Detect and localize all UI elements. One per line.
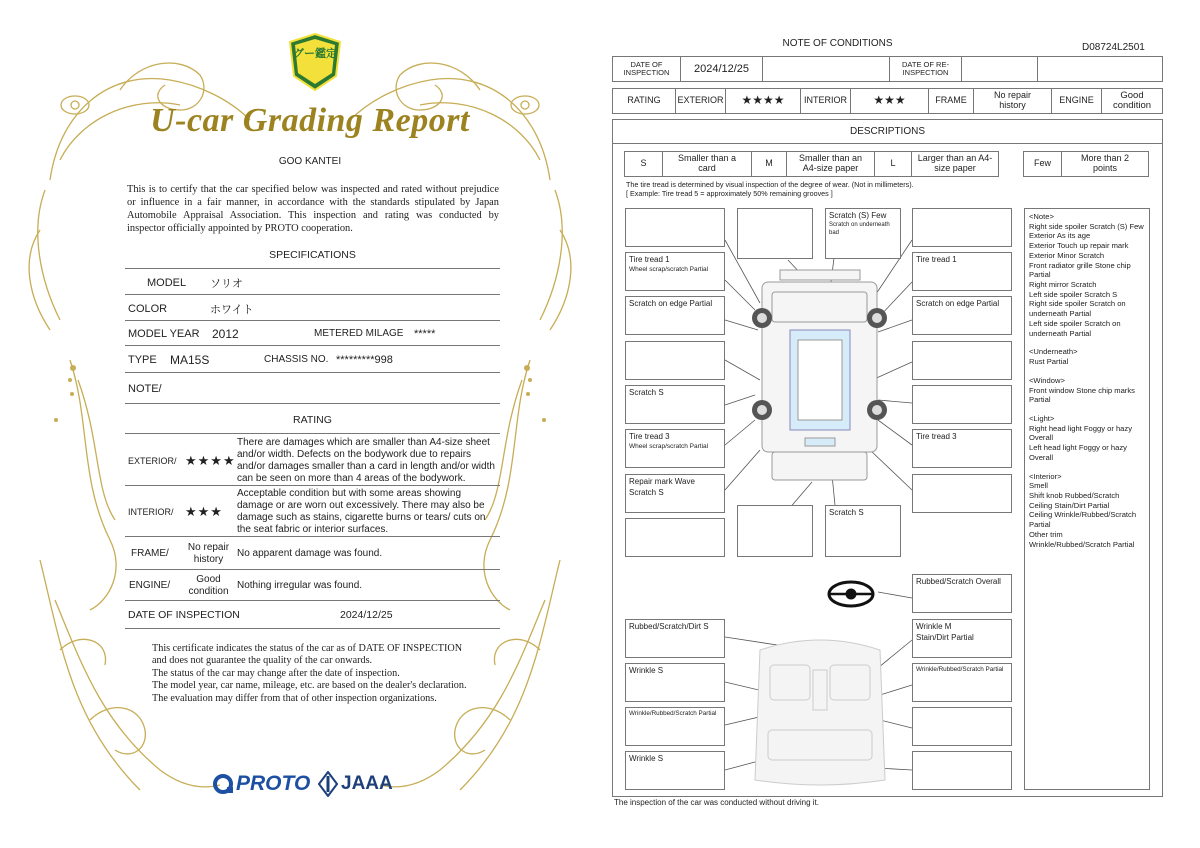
spec-year-row [125,322,500,346]
interior-label: INTERIOR [801,89,851,113]
year-label: MODEL YEAR [128,327,200,340]
rating-engine-row [125,571,500,601]
note-box [825,208,901,259]
note-box [912,252,1012,291]
descriptions-heading: DESCRIPTIONS [612,119,1163,144]
note-box [912,474,1012,513]
note-box [912,663,1012,702]
note-line: Right head light Foggy or hazy Overall [1029,423,1132,443]
box-title: Repair mark Wave [629,477,695,486]
box-title: Wrinkle/Rubbed/Scratch Partial [629,710,717,717]
engine-desc: Nothing irregular was found. [237,580,363,591]
note-line: Left side spoiler Scratch on underneath Partial [1029,318,1121,338]
footer-line: This certificate indicates the status of the car as of DATE OF INSPECTION and does not guarantee the quality of the car onwards. [152,643,463,667]
frame-desc: No apparent damage was found. [237,548,383,559]
interior-label: INTERIOR/ [128,506,174,517]
certificate-footer [152,643,472,705]
engine-value: Good condition [1112,89,1152,111]
proto-logo [212,770,310,798]
note-box [625,707,725,746]
legend-l-desc: Larger than an A4-size paper [917,153,993,173]
legend-few-desc: More than 2 points [1080,153,1130,173]
note-line: Smell [1029,481,1048,491]
note-line: <Underneath> [1029,347,1078,357]
legend-s: S [625,152,663,176]
milage-value: ***** [414,327,436,340]
note-line: Left side spoiler Scratch S [1029,289,1118,299]
rating-exterior-row [125,436,500,486]
date-label: DATE OF INSPECTION [128,609,240,621]
box-title: Scratch S [829,508,864,517]
date-of-inspection-value: 2024/12/25 [681,57,763,81]
spec-model-row [125,272,500,295]
note-box [625,296,725,335]
note-line: Ceiling Stain/Dirt Partial [1029,500,1110,510]
note-box [625,385,725,424]
note-line: <Light> [1029,413,1055,423]
note-box [625,208,725,247]
box-title: Wrinkle M [916,622,952,631]
note-box [625,619,725,658]
exterior-stars: ★★★★ [185,452,236,468]
note-footer: The inspection of the car was conducted without driving it. [614,798,819,807]
note-line: Front radiator grille Stone chip Partial [1029,260,1131,280]
engine-label: ENGINE [1052,89,1102,113]
goo-kantei-logo [287,32,343,92]
steering-wheel-icon [829,582,873,606]
note-line: <Interior> [1029,471,1062,481]
box-title: Scratch (S) Few [829,211,887,220]
date-value: 2024/12/25 [340,609,393,621]
type-value: MA15S [170,352,210,367]
certificate-intro: This is to certify that the car specified below was inspected and rated without prejudice or influence in a fair manner, in accordance with the standards stipulated by Japan Automobile Appraisal Association. This inspection and rating was conducted by inspector officially appointed by PROTO cooperation. [127,184,499,234]
note-line: <Window> [1029,375,1065,385]
legend-m: M [752,152,787,176]
note-line: Left head light Foggy or hazy Overall [1029,443,1127,462]
note-box [825,505,901,557]
box-title: Rubbed/Scratch/Dirt S [629,622,709,631]
car-top-diagram [762,270,877,480]
box-title: Tire tread 1 [916,255,957,264]
box-title: Scratch S [629,488,664,497]
note-box [737,208,813,259]
box-title: Tire tread 1 [629,255,670,264]
exterior-stars: ★★★★ [726,89,801,113]
reinspection-label: DATE OF RE-INSPECTION [890,57,962,81]
box-title: Tire tread 3 [916,432,957,441]
note-box [912,574,1012,613]
note-box [912,208,1012,247]
box-sub: Scratch on underneath bad [829,222,890,236]
footer-line: The evaluation may differ from that of other inspection organizations. [152,692,437,704]
divider [125,268,500,269]
frame-value: No repair history [187,542,230,565]
note-box [625,252,725,291]
spec-type-row [125,347,500,373]
note-box [912,385,1012,424]
note-spacer [1029,338,1145,347]
box-sub: Wheel scrap/scratch Partial [629,443,709,450]
legend-l: L [875,152,912,176]
color-label: COLOR [128,302,168,315]
note-line: Right mirror Scratch [1029,280,1097,290]
note-line: Right side spoiler Scratch on underneath Partial [1029,299,1126,319]
note-box [912,296,1012,335]
note-line: Exterior Minor Scratch [1029,250,1105,260]
box-title: Scratch on edge Partial [629,299,713,308]
jaaa-logo-text: JAAA [341,773,393,794]
date-of-inspection-row [125,602,500,629]
note-box [625,429,725,468]
year-value: 2012 [212,326,239,341]
note-box [912,429,1012,468]
frame-value: No repair history [974,89,1052,113]
note-spacer [1029,367,1145,376]
spec-note-row [125,374,500,404]
proto-logo-text: PROTO [236,772,311,795]
jaaa-logo [318,770,393,798]
box-title: Wrinkle S [629,754,664,763]
jaaa-icon [318,771,338,797]
box-title: Stain/Dirt Partial [916,633,974,642]
engine-value: Good condition [188,574,229,597]
legend-s-desc: Smaller than a card [663,152,752,176]
exterior-label: EXTERIOR [676,89,726,113]
car-interior-diagram [755,640,885,785]
interior-stars: ★★★ [185,503,223,519]
tire-tread-example: [ Example: Tire tread 5 = approximately 50% remaining grooves ] [626,189,833,198]
report-subtitle: GOO KANTEI [278,156,342,167]
proto-icon [212,773,234,795]
chassis-value: *********998 [336,353,393,366]
note-label: NOTE/ [128,382,162,395]
note-line: Rust Partial [1029,357,1069,367]
milage-label: METERED MILAGE [314,328,404,339]
note-line: Right side spoiler Scratch (S) Few [1029,221,1144,231]
document-id: D08724L2501 [1082,42,1145,53]
report-title: U-car Grading Report [150,102,470,139]
chassis-label: CHASSIS NO. [264,354,329,365]
note-line: <Note> [1029,212,1054,221]
interior-stars: ★★★ [851,89,929,113]
rating-label: RATING [613,89,676,113]
box-title: Scratch on edge Partial [916,299,1000,308]
note-box [912,751,1012,790]
note-box [912,619,1012,658]
rating-heading: RATING [293,414,332,426]
legend-m-desc: Smaller than an A4-size paper [787,152,875,176]
note-box [625,518,725,557]
divider [125,433,500,434]
model-label: MODEL [147,277,187,289]
frame-label: FRAME [929,89,974,113]
type-label: TYPE [128,353,157,366]
note-box [625,751,725,790]
specifications-heading: SPECIFICATIONS [269,249,356,261]
spec-color-row [125,297,500,321]
model-value: ソリオ [210,278,243,290]
box-title: Rubbed/Scratch Overall [916,577,1001,586]
tire-tread-note: The tire tread is determined by visual inspection of the degree of wear. (Not in millimeters). [626,180,914,189]
note-box [625,474,725,513]
footer-line: The model year, car name, mileage, etc. are based on the dealer's declaration. [152,680,467,692]
note-box [625,341,725,380]
footer-line: The status of the car may change after the date of inspection. [152,667,400,679]
note-spacer [1029,405,1145,414]
note-box [737,505,813,557]
note-line: Exterior As its age [1029,231,1091,241]
note-box [912,341,1012,380]
note-line: Other trim Wrinkle/Rubbed/Scratch Partial [1029,529,1135,549]
rating-interior-row [125,487,500,537]
legend-few: Few [1024,152,1062,176]
note-heading: NOTE OF CONDITIONS [782,38,893,49]
note-line: Exterior Touch up repair mark [1029,241,1129,251]
frame-label: FRAME/ [131,548,169,559]
note-line: Ceiling Wrinkle/Rubbed/Scratch Partial [1029,510,1137,530]
box-title: Scratch S [629,388,664,397]
note-line: Shift knob Rubbed/Scratch [1029,490,1120,500]
note-box [912,707,1012,746]
color-value: ホワイト [210,303,254,316]
exterior-desc: There are damages which are smaller than A4-size sheet and/or width. Defects on the bodywork due to repairs and/or damages smaller than a card in length and/or width can be seen on more than 4 areas of the bodywork. [237,436,495,484]
notes-list [1024,208,1150,790]
box-title: Tire tread 3 [629,432,670,441]
note-of-conditions [600,0,1200,848]
box-title: Wrinkle/Rubbed/Scratch Partial [916,666,1004,673]
interior-desc: Acceptable condition but with some areas showing damage or are worn out excessively. There may also be damage such as stains, cigarette burns or tears/ cuts on the seat fabric or interior surfaces. [237,487,486,535]
note-spacer [1029,463,1145,472]
note-box [625,663,725,702]
logo-text: グー鑑定 [293,48,337,60]
box-sub: Wheel scrap/scratch Partial [629,266,709,273]
box-title: Wrinkle S [629,666,664,675]
engine-label: ENGINE/ [129,580,171,591]
date-of-inspection-label: DATE OF INSPECTION [613,57,681,81]
note-line: Front window Stone chip marks Partial [1029,385,1135,405]
rating-frame-row [125,538,500,570]
exterior-label: EXTERIOR/ [128,455,177,466]
